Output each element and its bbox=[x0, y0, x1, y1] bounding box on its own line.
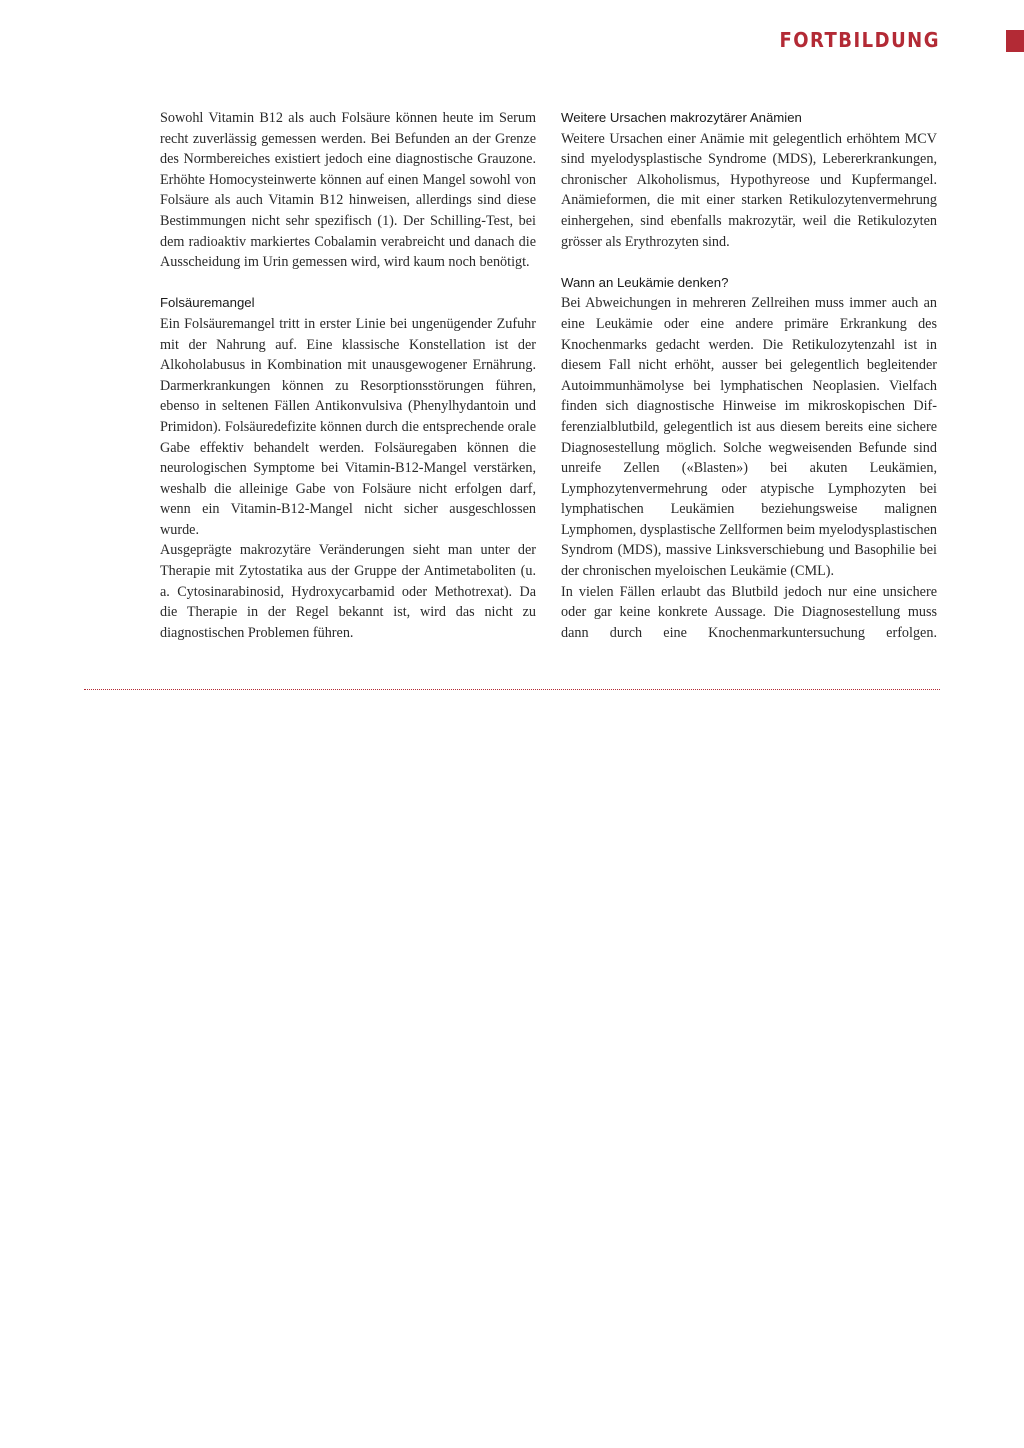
paragraph-zytostatika: Ausgeprägte makrozytäre Veränderungen sieht man unter der Therapie mit Zytostatika aus der Gruppe der Antimetaboliten (u. a. Cytosinarabinosid, Hydroxycarbamid oder Methotrexat). Da die Therapie in der Regel bekannt ist, wird das nicht zu diagnostischen Problemen führen. bbox=[160, 542, 536, 641]
dotted-divider bbox=[84, 689, 940, 690]
paragraph-vitamin-measurement: Sowohl Vitamin B12 als auch Folsäure können heute im Serum recht zuverlässig gemessen werden. Bei Befunden an der Grenze des Normbereiches existiert jedoch eine diagnostische Grauzone. Erhöhte Homocysteinwerte können auf einen Mangel sowohl von Folsäure als auch Vitamin B12 hinweisen, allerdings sind diese Bestimmungen nicht sehr spezifisch (1). Der Schilling-Test, bei dem radioaktiv markiertes Cobalamin verabreicht und danach die Ausscheidung im Urin gemessen wird, wird kaum noch benötigt. bbox=[160, 110, 536, 271]
heading-weitere-ursachen: Weitere Ursachen makrozytärer Anämien bbox=[561, 110, 802, 125]
paragraph-knochenmark: In vielen Fällen erlaubt das Blutbild jedoch nur eine unsichere oder gar keine konkrete Aussage. Die Diagnosestellung muss dann durch eine Knochenmarkuntersuchung erfolgen. bbox=[561, 583, 937, 641]
section-color-marker bbox=[1006, 30, 1024, 52]
paragraph-folsaeuremangel: Ein Folsäuremangel tritt in erster Linie bei ungenügender Zufuhr mit der Nahrung auf. Eine klassische Konstellation ist der Alkoholabusus in Kombination mit unausgewogener Ernährung. Darmerkrankungen können zu Resorptionsstörungen führen, ebenso in seltenen Fällen Antikonvulsiva (Phenylhydantoin und Primidon). Folsäuredefizite können durch die entsprechende orale Gabe effektiv behandelt werden. Folsäuregaben können die neurologischen Symptome bei Vitamin-B12-Mangel verstärken, weshalb die alleinige Gabe von Folsäure nicht erfolgen darf, wenn ein Vitamin-B12-Mangel nicht sicher ausgeschlossen wurde. bbox=[160, 315, 536, 538]
heading-folsaeuremangel: Folsäuremangel bbox=[160, 295, 255, 311]
paragraph-leukaemie: Bei Abweichungen in mehreren Zellreihen muss immer auch an eine Leukämie oder eine andere primäre Erkrankung des Knochenmarks gedacht werden. Die Retikulozytenzahl ist in diesem Fall nicht erhöht, ausser bei gelegentlich begleitender Autoimmunhämolyse bei lymphatischen Neoplasien. Vielfach finden sich diagnostische Hinweise im mikroskopischen Differenzialblutbild, gelegentlich ist aus diesem bereits eine sichere Diagnosestellung möglich. Solche wegweisenden Befunde sind unreife Zellen («Blasten») bei akuten Leukämien, Lymphozytenvermehrung oder atypische Lymphozyten bei lymphatischen Leukämien beziehungsweise malignen Lymphomen, dysplastische Zellformen beim myelodysplastischen Syndrom (MDS), massive Linksverschiebung und Basophilie bei der chronischen myeloischen Leukämie (CML). bbox=[561, 295, 937, 580]
paragraph-weitere-ursachen: Weitere Ursachen einer Anämie mit gelegentlich erhöhtem MCV sind myelodysplastische Syndrome (MDS), Lebererkrankungen, chronischer Alkoholismus, Hypothyreose und Kupfermangel. Anämieformen, die mit einer starken Retikulozytenvermehrung einhergehen, sind ebenfalls makrozytär, weil die Retikulozyten grösser als Erythrozyten sind. bbox=[561, 130, 937, 250]
right-column bbox=[561, 108, 937, 643]
heading-leukaemie: Wann an Leukämie denken? bbox=[561, 274, 729, 290]
left-column bbox=[160, 108, 536, 643]
section-title: FORTBILDUNG bbox=[779, 28, 940, 52]
